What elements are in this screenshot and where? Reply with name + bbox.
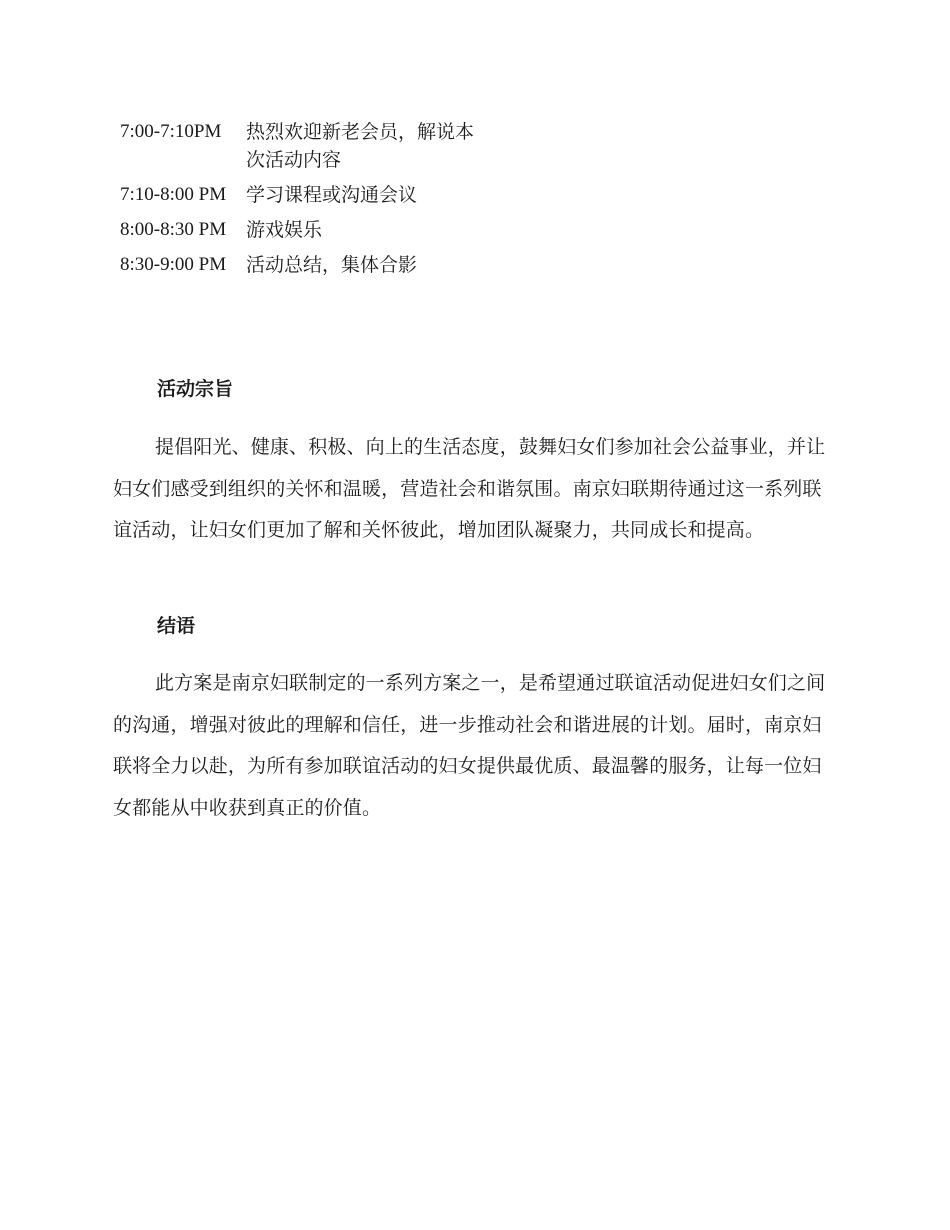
conclusion-paragraph: 此方案是南京妇联制定的一系列方案之一，是希望通过联谊活动促进妇女们之间的沟通，增强对彼此的理解和信任，进一步推动社会和谐进展的计划。届时，南京妇联将全力以赴，为所有参加联谊活动的妇女提供最优质、最温馨的服务，让每一位妇女都能从中收获到真正的价值。 [113, 672, 826, 819]
schedule-description: 热烈欢迎新老会员，解说本次活动内容 [246, 121, 475, 171]
purpose-paragraph: 提倡阳光、健康、积极、向上的生活态度，鼓舞妇女们参加社会公益事业，并让妇女们感受到组织的关怀和温暖，营造社会和谐氛围。南京妇联期待通过这一系列联谊活动，让妇女们更加了解和关怀彼此，增加团队凝聚力，共同成长和提高。 [113, 436, 826, 541]
schedule-description: 游戏娱乐 [246, 219, 323, 241]
schedule-row [120, 250, 480, 279]
schedule-time: 8:30-9:00 PM [120, 254, 227, 275]
schedule-time: 8:00-8:30 PM [120, 219, 227, 240]
schedule-row [120, 215, 480, 244]
schedule-description: 活动总结，集体合影 [246, 254, 418, 276]
schedule-row [120, 180, 480, 209]
schedule-description: 学习课程或沟通会议 [246, 184, 418, 206]
conclusion-heading: 结语 [157, 615, 196, 637]
schedule-table [120, 117, 480, 285]
purpose-heading: 活动宗旨 [157, 378, 234, 400]
schedule-row [120, 117, 480, 174]
schedule-time: 7:10-8:00 PM [120, 184, 227, 205]
schedule-time: 7:00-7:10PM [120, 121, 222, 142]
